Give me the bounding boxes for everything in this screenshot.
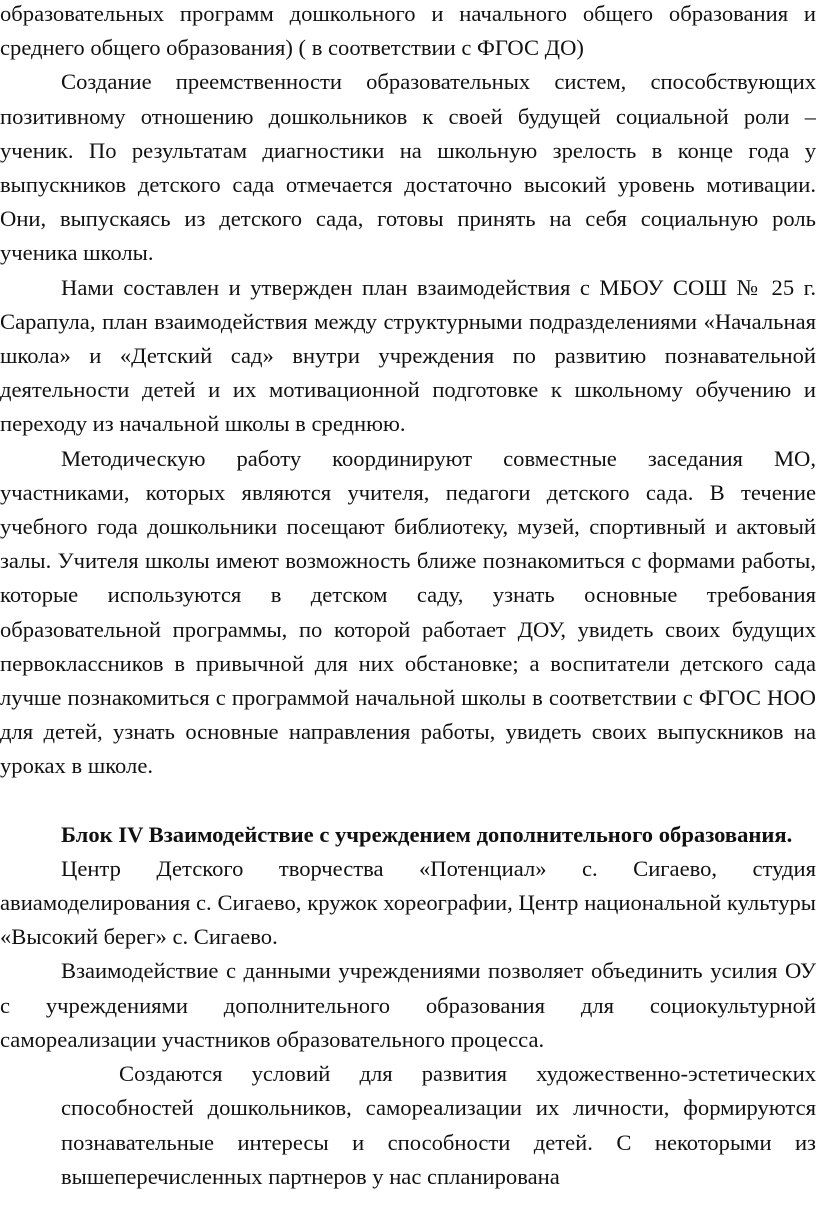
paragraph-conditions: Создаются условий для развития художественно-эстетических способностей дошкольников, самореализации их личности, формируются познавательные интересы и способности детей. С некоторыми из вышеперечисленных партнеров у нас спланирована xyxy=(61,1061,816,1189)
paragraph-continuity: Создание преемственности образовательных систем, способствующих позитивному отношению дошкольников к своей будущей социальной роли – ученик. По результатам диагностики на школьную зрелость в конце года у выпускников детского сада отмечается достаточно высокий уровень мотивации. Они, выпускаясь из детского сада, готовы принять на себя социальную роль ученика школы. xyxy=(0,69,816,266)
paragraph-continuation: образовательных программ дошкольного и начального общего образования и среднего общего образования) ( в соответствии с ФГОС ДО) xyxy=(0,1,816,61)
paragraph-interaction-benefit: Взаимодействие с данными учреждениями позволяет объединить усилия ОУ с учреждениями дополнительного образования для социокультурной самореализации участников образовательного процесса. xyxy=(0,958,816,1052)
paragraph-partners: Центр Детского творчества «Потенциал» с. Сигаево, студия авиамоделирования с. Сигаево, кружок хореографии, Центр национальной культуры «Высокий берег» с. Сигаево. xyxy=(0,855,816,950)
paragraph-methodical-work: Методическую работу координируют совместные заседания МО, участниками, которых являются учителя, педагоги детского сада. В течение учебного года дошкольники посещают библиотеку, музей, спортивный и актовый залы. Учителя школы имеют возможность ближе познакомиться с формами работы, которые используются в детском саду, узнать основные требования образовательной программы, по которой работает ДОУ, увидеть своих будущих первоклассников в привычной для них обстановке; а воспитатели детского сада лучше познакомиться с программой начальной школы в соответствии с ФГОС НОО для детей, узнать основные направления работы, увидеть своих выпускников на уроках в школе. xyxy=(0,445,816,779)
section-heading-block-iv: Блок IV Взаимодействие с учреждением дополнительного образования. xyxy=(61,821,793,847)
paragraph-interaction-plan: Нами составлен и утвержден план взаимодействия с МБОУ СОШ № 25 г. Сарапула, план взаимодействия между структурными подразделениями «Начальная школа» и «Детский сад» внутри учреждения по развитию познавательной деятельности детей и их мотивационной подготовке к школьному обучению и переходу из начальной школы в среднюю. xyxy=(0,274,816,437)
